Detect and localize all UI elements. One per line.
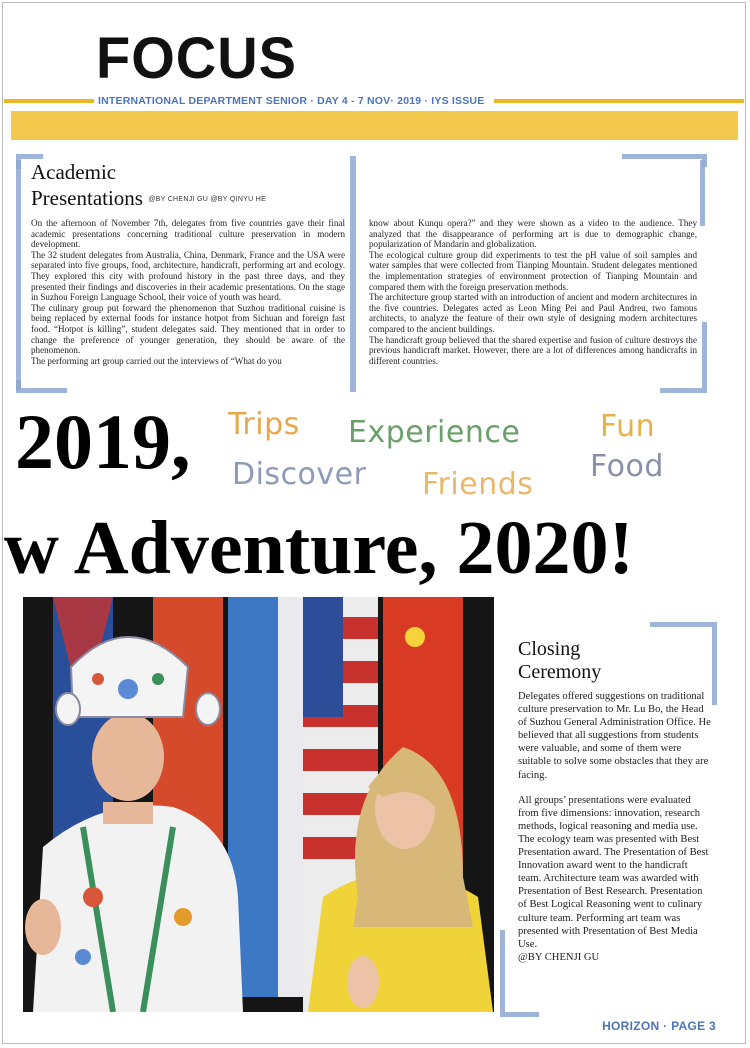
closing-heading-line2: Ceremony bbox=[518, 661, 602, 683]
banner-word-food: Food bbox=[590, 449, 664, 484]
closing-column bbox=[518, 690, 712, 964]
ceremony-photo bbox=[23, 597, 494, 1012]
academic-col1-paragraph: The performing art group carried out the interviews of “What do you bbox=[31, 355, 282, 366]
closing-paragraph: Delegates offered suggestions on traditional culture preservation to Mr. Lu Bo, the Head of Suzhou General Administration Office. He believed that all suggestions from students were valuable, and some of them were suitable to solve some obstacles that they are facing. bbox=[518, 691, 711, 781]
academic-col2-paragraph: The architecture group started with an introduction of ancient and modern architectures in the five countries. Delegates acted as Leon Ming Pei and Paul Andreu, two famous architects, to analyze the feature of their own style of designing modern architectures compared to the ancient buildings. bbox=[369, 292, 697, 334]
academic-heading-line2: Presentations bbox=[31, 186, 143, 210]
bracket-right-upper bbox=[700, 160, 705, 226]
academic-heading-line1: Academic bbox=[31, 160, 117, 184]
ceremony-photo-illustration bbox=[23, 597, 494, 1012]
bracket-center-line bbox=[350, 156, 356, 392]
academic-col1-paragraph: The 32 student delegates from Australia, China, Denmark, France and the USA were separated into five groups, food, architecture, handicraft, performing art and ecology. They explored this city with profound history in the past three days, and they presented their findings and discoveries in their academic presentations. On the stage in Suzhou Foreign Language School, their voice of youth was heard. bbox=[31, 249, 345, 303]
page-footer: HORIZON · PAGE 3 bbox=[602, 1019, 716, 1033]
masthead-rule-left bbox=[4, 99, 94, 103]
banner-word-discover: Discover bbox=[232, 457, 367, 492]
academic-col2-paragraph: The handicraft group believed that the shared expertise and fusion of culture destroys the previous handicraft market. However, there are a lot of differences among handicrafts in different countries. bbox=[369, 334, 697, 366]
banner-adventure-2020: w Adventure, 2020! bbox=[4, 506, 634, 590]
masthead-subtitle: INTERNATIONAL DEPARTMENT SENIOR · DAY 4 - 7 NOV· 2019 · IYS ISSUE bbox=[98, 95, 485, 107]
academic-column-1 bbox=[31, 218, 345, 366]
bracket-bottom-left bbox=[16, 380, 67, 393]
banner-word-fun: Fun bbox=[600, 409, 656, 444]
bracket-top-right bbox=[622, 154, 707, 167]
academic-col2-paragraph: The ecological culture group did experiments to test the pH value of soil samples and water samples that were collected from Tianping Mountain. Student delegates mentioned the implementation strategies of environment protection of Tianping Mountain and compared them with the foreign preservation methods. bbox=[369, 249, 697, 292]
closing-heading-line1: Closing bbox=[518, 638, 581, 660]
closing-paragraph: All groups’ presentations were evaluated from five dimensions: innovation, research methods, logical reasoning and media use. The ecology team was presented with Best Presentation award. The Presentation of Best Innovation award went to the handicraft team. Architecture team was awarded with Presentation of Best Research. Presentation of Best Logical Reasoning went to culinary culture team. Performing art team was presented with Presentation of Best Media Use. bbox=[518, 794, 709, 950]
banner-word-experience: Experience bbox=[348, 415, 521, 450]
masthead-banner-bar bbox=[11, 111, 738, 140]
academic-byline: @BY CHENJI GU @BY QINYU HE bbox=[148, 196, 267, 204]
masthead-title: FOCUS bbox=[96, 24, 297, 91]
bracket-left-line bbox=[16, 160, 21, 390]
academic-col2-paragraph: know about Kunqu opera?” and they were shown as a video to the audience. They analyzed that the disappearance of performing art is due to demographic change, popularization of Mandarin and globalization. bbox=[369, 218, 697, 250]
academic-heading bbox=[31, 159, 266, 213]
academic-column-2 bbox=[369, 218, 697, 366]
closing-byline: @BY CHENJI GU bbox=[518, 951, 600, 963]
academic-col1-paragraph: On the afternoon of November 7th, delegates from five countries gave their final academic presentations concerning traditional culture preservation in modern development. bbox=[31, 218, 345, 250]
masthead-rule-right bbox=[494, 99, 744, 103]
banner-word-friends: Friends bbox=[422, 467, 534, 502]
closing-heading bbox=[518, 638, 601, 684]
academic-col1-paragraph: The culinary group put forward the phenomenon that Suzhou traditional cuisine is being replaced by external foods for instance hotpot from Sichuan and foreign fast food. “Hotpot is killing”, student delegates said. They mentioned that in order to change the preference of younger generation, they should be aware of the phenomenon. bbox=[31, 302, 345, 356]
banner-word-trips: Trips bbox=[228, 407, 300, 442]
banner-year-2019: 2019, bbox=[15, 398, 191, 485]
